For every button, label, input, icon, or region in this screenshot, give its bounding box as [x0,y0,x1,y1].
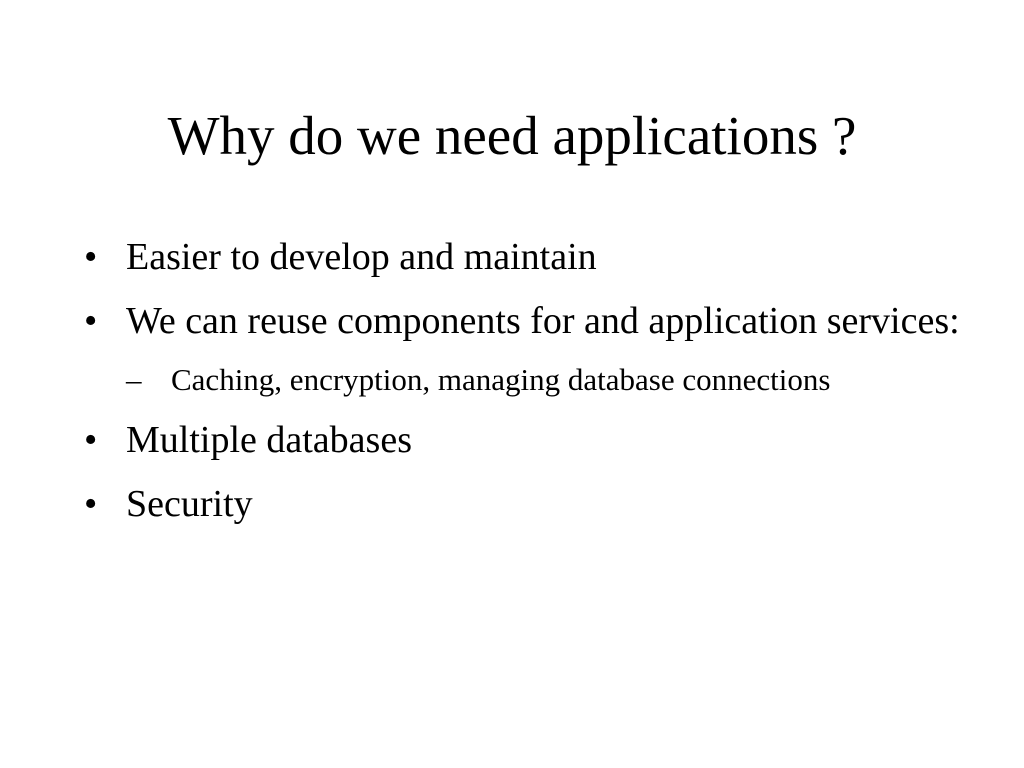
bullet-item [84,230,964,284]
bullet-list [84,230,964,541]
bullet-item [84,477,964,531]
slide-title: Why do we need applications ? [167,105,857,166]
sub-bullet-marker: – [126,362,142,397]
bullet-marker: • [84,236,98,278]
bullet-item [84,413,964,467]
bullet-marker: • [84,483,98,525]
sub-bullet-list [84,358,964,402]
bullet-text: Easier to develop and maintain [126,236,597,278]
bullet-text: Multiple databases [126,419,412,461]
bullet-marker: • [84,419,98,461]
sub-list-container [84,358,964,402]
sub-bullet-item [126,358,861,402]
bullet-item [84,294,964,348]
bullet-text: Security [126,483,253,525]
bullet-marker: • [84,300,98,342]
sub-bullet-text: Caching, encryption, managing database connections [171,362,831,397]
bullet-text: We can reuse components for and application services: [126,300,960,342]
